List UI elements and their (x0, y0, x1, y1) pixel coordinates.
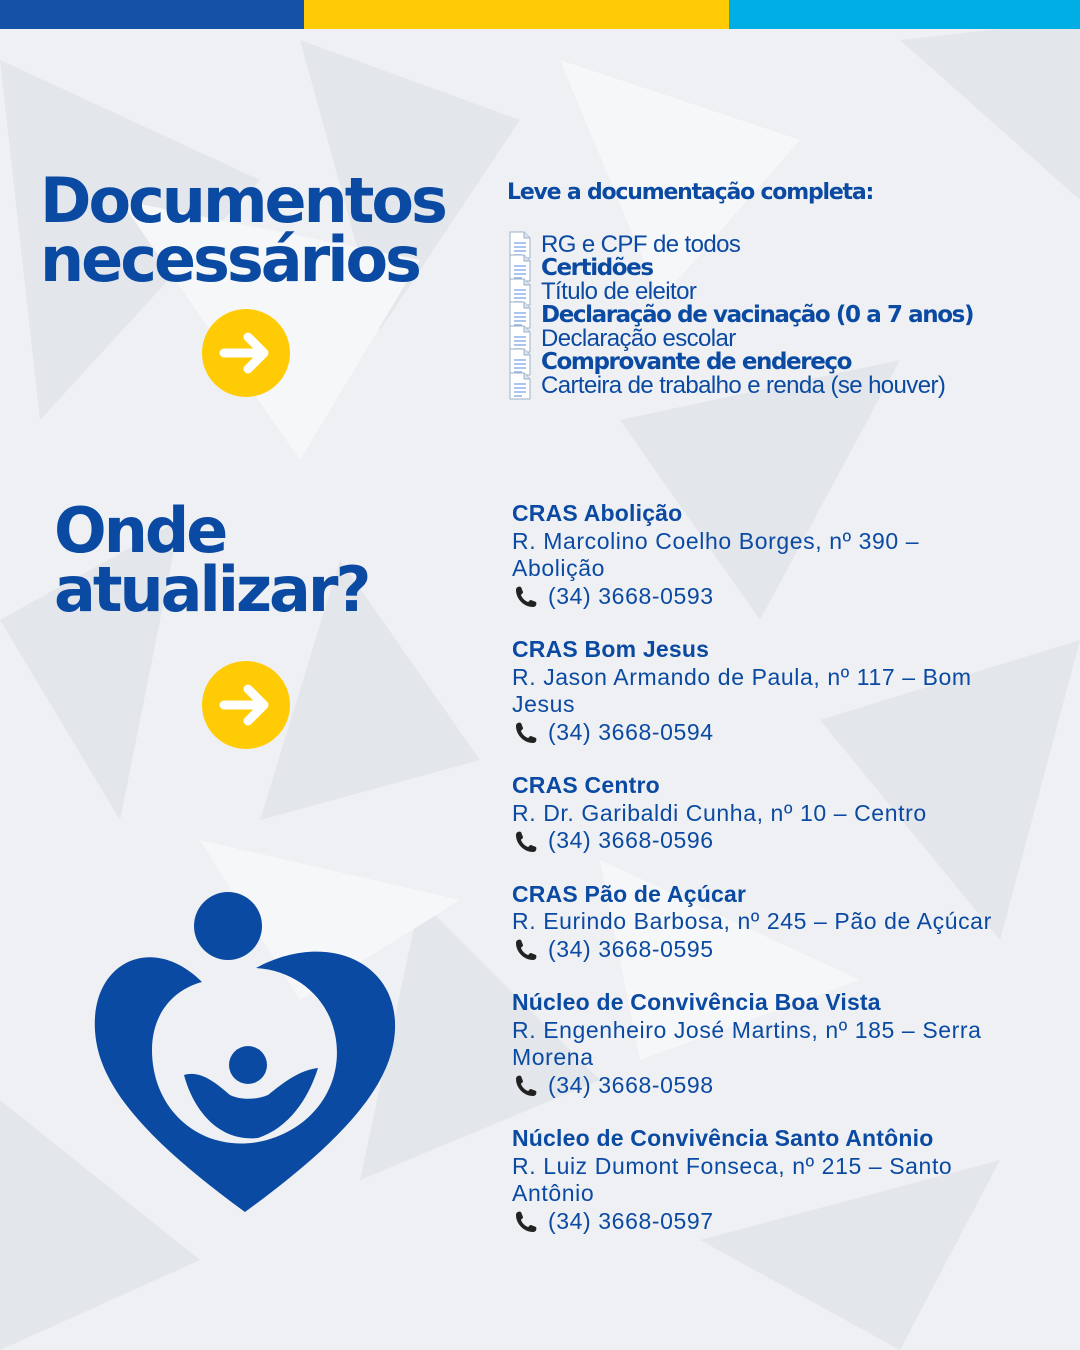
document-item-label: Comprovante de endereço (541, 349, 852, 376)
phone-icon (512, 937, 540, 961)
location-card (512, 636, 1052, 746)
heart-family-logo (90, 890, 400, 1215)
documents-heading (40, 164, 445, 296)
location-card (512, 881, 1052, 964)
location-address: R. Marcolino Coelho Borges, nº 390 – (512, 527, 920, 554)
location-name: Núcleo de Convivência Boa Vista (512, 989, 881, 1015)
location-phone-number: (34) 3668-0597 (548, 1207, 714, 1234)
documents-list-item (507, 371, 973, 399)
document-item-label: Carteira de trabalho e renda (se houver) (541, 371, 946, 399)
bar-blue-segment (0, 0, 304, 29)
location-name: CRAS Abolição (512, 500, 683, 526)
documents-list-item (507, 304, 973, 328)
top-color-bar (0, 0, 1080, 29)
location-address: R. Jason Armando de Paula, nº 117 – Bom (512, 663, 972, 690)
location-address: R. Luiz Dumont Fonseca, nº 215 – Santo (512, 1152, 953, 1179)
location-address: Antônio (512, 1180, 595, 1206)
location-card (512, 989, 1052, 1099)
location-phone (512, 827, 1052, 855)
document-item-label: Título de eleitor (541, 277, 697, 305)
location-card (512, 772, 1052, 855)
phone-icon (512, 720, 540, 744)
documents-list (507, 230, 974, 399)
documents-heading-line-2: necessários (40, 222, 419, 296)
phone-icon (512, 1209, 540, 1233)
phone-icon (512, 829, 540, 853)
location-address: R. Engenheiro José Martins, nº 185 – Serra (512, 1016, 982, 1043)
location-phone-number: (34) 3668-0598 (548, 1071, 714, 1098)
arrow-right-icon (202, 309, 290, 397)
documents-intro: Leve a documentação completa: (507, 180, 874, 205)
documents-list-item (507, 230, 973, 258)
documents-list-item (507, 277, 973, 305)
documents-panel (507, 180, 973, 398)
location-address: Abolição (512, 555, 606, 581)
locations-list (512, 500, 1052, 1261)
location-phone (512, 1072, 1052, 1100)
location-card (512, 500, 1052, 610)
documents-list-item (507, 351, 973, 375)
document-item-label: RG e CPF de todos (541, 230, 741, 258)
location-address: R. Eurindo Barbosa, nº 245 – Pão de Açúcar (512, 908, 992, 934)
where-heading-line-2: atualizar? (54, 552, 369, 626)
document-item-label: Certidões (541, 255, 653, 282)
location-address: R. Dr. Garibaldi Cunha, nº 10 – Centro (512, 799, 927, 826)
document-item-label: Declaração escolar (541, 324, 736, 352)
location-phone (512, 936, 1052, 964)
bar-cyan-segment (729, 0, 1080, 29)
location-phone-number: (34) 3668-0594 (548, 718, 714, 745)
documents-list-item (507, 257, 973, 281)
where-heading-line-1: Onde (54, 494, 226, 567)
location-address: Morena (512, 1044, 594, 1070)
location-phone (512, 1208, 1052, 1236)
phone-icon (512, 584, 540, 608)
location-name: CRAS Bom Jesus (512, 636, 710, 662)
document-item-label: Declaração de vacinação (0 a 7 anos) (541, 302, 974, 329)
documents-heading-line-1: Documentos (40, 164, 445, 237)
location-phone-number: (34) 3668-0596 (548, 827, 714, 853)
location-card (512, 1125, 1052, 1235)
location-phone-number: (34) 3668-0593 (548, 582, 714, 609)
documents-list-item (507, 324, 973, 352)
location-phone (512, 583, 1052, 611)
bar-yellow-segment (304, 0, 729, 29)
phone-icon (512, 1073, 540, 1097)
document-icon (507, 372, 533, 400)
arrow-right-icon (202, 661, 290, 749)
location-phone-number: (34) 3668-0595 (548, 935, 714, 962)
where-heading (54, 494, 369, 626)
location-address: Jesus (512, 691, 576, 717)
location-name: Núcleo de Convivência Santo Antônio (512, 1125, 934, 1151)
location-phone (512, 719, 1052, 747)
location-name: CRAS Centro (512, 772, 660, 798)
location-name: CRAS Pão de Açúcar (512, 880, 747, 907)
